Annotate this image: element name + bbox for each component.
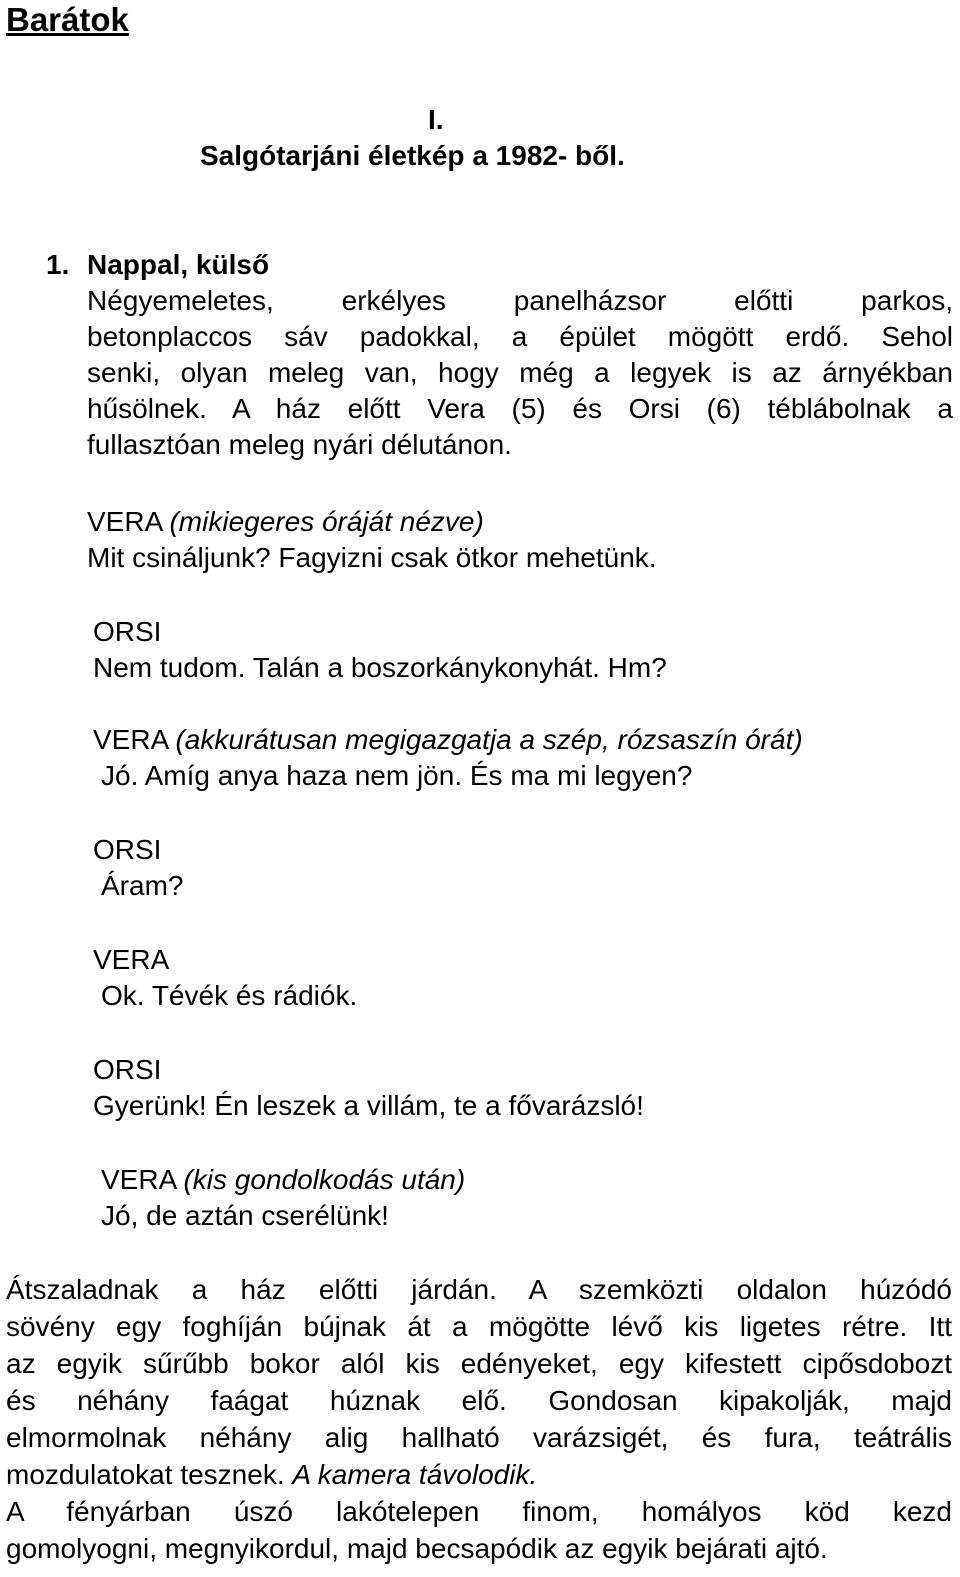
stage-direction: (mikiegeres óráját nézve) [169,506,484,537]
document-title: Barátok [6,1,129,38]
dialogue-speaker [87,504,484,540]
dialogue-speaker [93,832,161,868]
dialogue-speaker [101,1162,465,1198]
action-line [6,1457,537,1493]
scene-heading: Nappal, külső [87,249,270,280]
dialogue-speaker [93,614,161,650]
action-line: az egyik sűrűbb bokor alól kis edényeket, egy kifestett cipősdobozt [6,1348,952,1379]
camera-direction: A kamera távolodik. [292,1459,538,1490]
dialogue-speaker [93,722,803,758]
scene-description-line: senki, olyan meleg van, hogy még a legyek is az árnyékban [87,357,953,388]
action-line: sövény egy foghíján bújnak át a mögötte lévő kis ligetes rétre. Itt [6,1311,952,1342]
dialogue-line: Jó, de aztán cserélünk! [101,1200,389,1231]
speaker-name: VERA [93,944,170,975]
dialogue-line: Áram? [101,870,184,901]
action-text: mozdulatokat tesznek. [6,1459,293,1490]
dialogue-line: Mit csináljunk? Fagyizni csak ötkor mehetünk. [87,542,657,573]
speaker-name: VERA [93,724,168,755]
action-line: és néhány faágat húznak elő. Gondosan kipakolják, majd [6,1385,952,1416]
dialogue-line: Ok. Tévék és rádiók. [101,980,358,1011]
speaker-name: ORSI [93,616,162,647]
closing-line: A fényárban úszó lakótelepen finom, homályos köd kezd [6,1496,952,1527]
scene-description-line: betonplaccos sáv padokkal, a épület mögött erdő. Sehol [87,321,953,352]
speaker-name: ORSI [93,1054,162,1085]
closing-line: gomolyogni, megnyikordul, majd becsapódik az egyik bejárati ajtó. [6,1533,828,1564]
stage-direction: (kis gondolkodás után) [183,1164,466,1195]
scene-description-line: fullasztóan meleg nyári délutánon. [87,429,512,460]
stage-direction: (akkurátusan megigazgatja a szép, rózsaszín órát) [175,724,803,755]
part-title: Salgótarjáni életkép a 1982- ből. [200,140,625,171]
speaker-name: ORSI [93,834,162,865]
scene-description-line: Négyemeletes, erkélyes panelházsor előtti parkos, [87,285,953,316]
dialogue-speaker [93,1052,161,1088]
dialogue-line: Jó. Amíg anya haza nem jön. És ma mi legyen? [101,760,693,791]
dialogue-line: Gyerünk! Én leszek a villám, te a fővarázsló! [93,1090,644,1121]
action-line: elmormolnak néhány alig hallható varázsigét, és fura, teátrális [6,1422,952,1453]
dialogue-line: Nem tudom. Talán a boszorkánykonyhát. Hm? [93,652,667,683]
dialogue-speaker [93,942,169,978]
speaker-name: VERA [101,1164,176,1195]
speaker-name: VERA [87,506,162,537]
scene-description-line: hűsölnek. A ház előtt Vera (5) és Orsi (6) téblábolnak a [87,393,953,424]
scene-number: 1. [46,249,70,280]
action-line: Átszaladnak a ház előtti járdán. A szemközti oldalon húzódó [6,1274,952,1305]
part-number: I. [428,104,444,135]
